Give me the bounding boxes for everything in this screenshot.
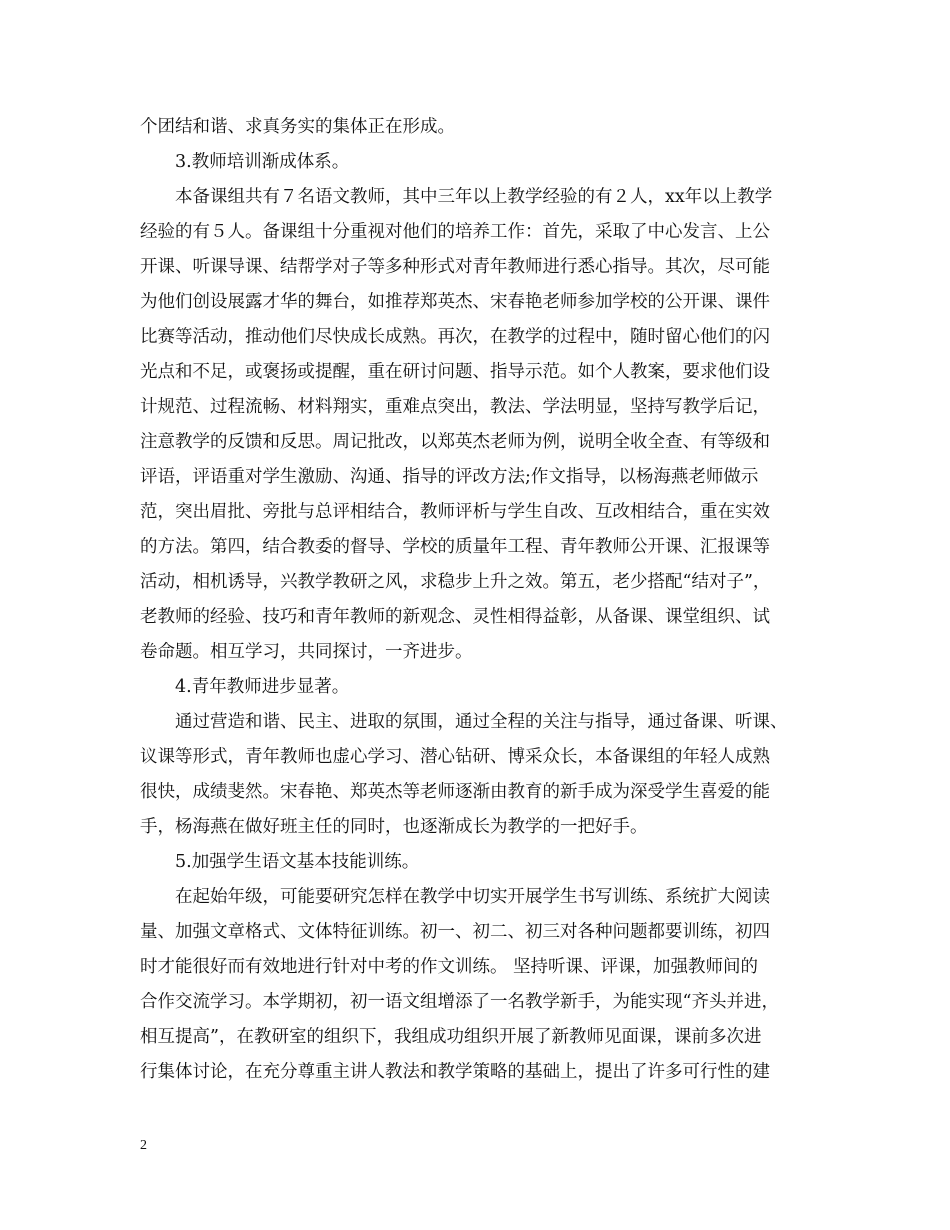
text-line: 手，杨海燕在做好班主任的同时，也逐渐成长为教学的一把好手。 (140, 817, 648, 837)
text-line: 老教师的经验、技巧和青年教师的新观念、灵性相得益彰，从备课、课堂组织、试 (140, 607, 770, 627)
text-line: 的方法。第四，结合教委的督导、学校的质量年工程、青年教师公开课、汇报课等 (140, 537, 770, 557)
text-line: 计规范、过程流畅、材料翔实，重难点突出，教法、学法明显，坚持写教学后记， (140, 397, 770, 417)
text-line: 在起始年级，可能要研究怎样在教学中切实开展学生书写训练、系统扩大阅读 (175, 887, 770, 907)
text-line: 卷命题。相互学习，共同探讨，一齐进步。 (140, 642, 473, 662)
section-heading: 4.青年教师进步显著。 (175, 677, 350, 697)
text-line: 时才能很好而有效地进行针对中考的作文训练。 坚持听课、评课，加强教师间的 (140, 957, 759, 977)
text-line: 很快，成绩斐然。宋春艳、郑英杰等老师逐渐由教育的新手成为深受学生喜爱的能 (140, 782, 770, 802)
text-line: 个团结和谐、求真务实的集体正在形成。 (140, 117, 455, 137)
text-line: 量、加强文章格式、文体特征训练。初一、初二、初三对各种问题都要训练，初四 (140, 922, 770, 942)
page-number: 2 (140, 1138, 147, 1153)
text-line: 评语，评语重对学生激励、沟通、指导的评改方法;作文指导，以杨海燕老师做示 (140, 467, 759, 487)
section-heading: 5.加强学生语文基本技能训练。 (175, 852, 420, 872)
text-line: 本备课组共有７名语文教师，其中三年以上教学经验的有２人，xx年以上教学 (175, 187, 773, 207)
text-line: 通过营造和谐、民主、进取的氛围，通过全程的关注与指导，通过备课、听课、 (175, 712, 788, 732)
text-line: 议课等形式，青年教师也虚心学习、潜心钻研、博采众长，本备课组的年轻人成熟 (140, 747, 770, 767)
text-line: 注意教学的反馈和反思。周记批改，以郑英杰老师为例，说明全收全查、有等级和 (140, 432, 770, 452)
text-line: 活动，相机诱导，兴教学教研之风，求稳步上升之效。第五，老少搭配“结对子”， (140, 572, 771, 592)
text-line: 行集体讨论，在充分尊重主讲人教法和教学策略的基础上，提出了许多可行性的建 (140, 1062, 770, 1082)
text-line: 开课、听课导课、结帮学对子等多种形式对青年教师进行悉心指导。其次，尽可能 (140, 257, 770, 277)
text-line: 合作交流学习。本学期初，初一语文组增添了一名教学新手，为能实现“齐头并进， (140, 992, 779, 1012)
text-line: 相互提高”，在教研室的组织下，我组成功组织开展了新教师见面课，课前多次进 (140, 1027, 762, 1047)
text-line: 比赛等活动，推动他们尽快成长成熟。再次，在教学的过程中，随时留心他们的闪 (140, 327, 770, 347)
text-line: 经验的有５人。备课组十分重视对他们的培养工作：首先，采取了中心发言、上公 (140, 222, 770, 242)
text-line: 光点和不足，或褒扬或提醒，重在研讨问题、指导示范。如个人教案，要求他们设 (140, 362, 770, 382)
text-line: 为他们创设展露才华的舞台，如推荐郑英杰、宋春艳老师参加学校的公开课、课件 (140, 292, 770, 312)
section-heading: 3.教师培训渐成体系。 (175, 152, 350, 172)
text-line: 范，突出眉批、旁批与总评相结合，教师评析与学生自改、互改相结合，重在实效 (140, 502, 770, 522)
